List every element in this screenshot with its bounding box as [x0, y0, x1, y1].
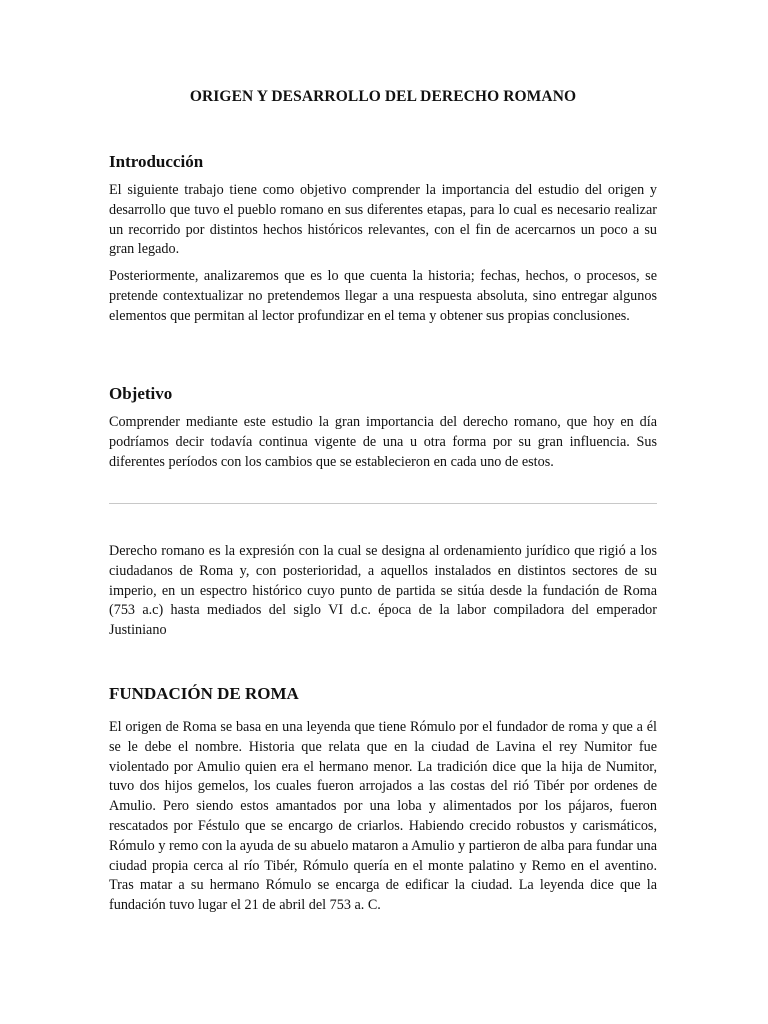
objetivo-paragraph: Comprender mediante este estudio la gran importancia del derecho romano, que hoy en día podríamos decir todavía continua vigente de una u otra forma por su gran influencia. Sus diferentes períodos con los cambios que se establecieron en cada uno de estos.: [109, 414, 657, 470]
intro-paragraph-2: Posteriormente, analizaremos que es lo que cuenta la historia; fechas, hechos, o procesos, se pretende contextualizar no pretendemos llegar a una respuesta absoluta, sino entregar algunos elementos que permitan al lector profundizar en el tema y obtener sus propias conclusiones.: [109, 268, 657, 324]
section-heading-objetivo: Objetivo: [109, 384, 173, 403]
horizontal-divider: [109, 503, 657, 504]
intro-paragraph-1: El siguiente trabajo tiene como objetivo comprender la importancia del estudio del origen y desarrollo que tuvo el pueblo romano en sus diferentes etapas, para lo cual es necesario realizar un recorrido por distintos hechos históricos relevantes, con el fin de acercarnos un poco a su gran legado.: [109, 182, 657, 258]
fundacion-paragraph: El origen de Roma se basa en una leyenda que tiene Rómulo por el fundador de roma y que a él se le debe el nombre. Historia que relata que en la ciudad de Lavina el rey Numitor fue violentado por Amulio quien era el hermano menor. La tradición dice que la hija de Numitor, tuvo dos hijos gemelos, los cuales fueron arrojados a las costas del rió Tibér por ordenes de Amulio. Pero siendo estos amantados por una loba y alimentados por los pájaros, fueron rescatados por Féstulo que se encargo de criarlos. Habiendo crecido robustos y carismáticos, Rómulo y remo con la ayuda de su abuelo mataron a Amulio y partieron de alba para fundar una ciudad propia cerca al río Tibér, Rómulo quería en el monte palatino y Remo en el aventino. Tras matar a su hermano Rómulo se encarga de edificar la ciudad. La leyenda dice que la fundación tuvo lugar el 21 de abril del 753 a. C.: [109, 719, 657, 914]
derecho-romano-paragraph: Derecho romano es la expresión con la cual se designa al ordenamiento jurídico que rigió a los ciudadanos de Roma y, con posterioridad, a aquellos instalados en distintos sectores de su imperio, en un espectro histórico cuyo punto de partida se sitúa desde la fundación de Roma (753 a.c) hasta mediados del siglo VI d.c. época de la labor compiladora del emperador Justiniano: [109, 543, 657, 639]
section-heading-introduccion: Introducción: [109, 152, 204, 171]
section-heading-fundacion: FUNDACIÓN DE ROMA: [109, 684, 299, 703]
document-title: ORIGEN Y DESARROLLO DEL DERECHO ROMANO: [189, 88, 577, 105]
